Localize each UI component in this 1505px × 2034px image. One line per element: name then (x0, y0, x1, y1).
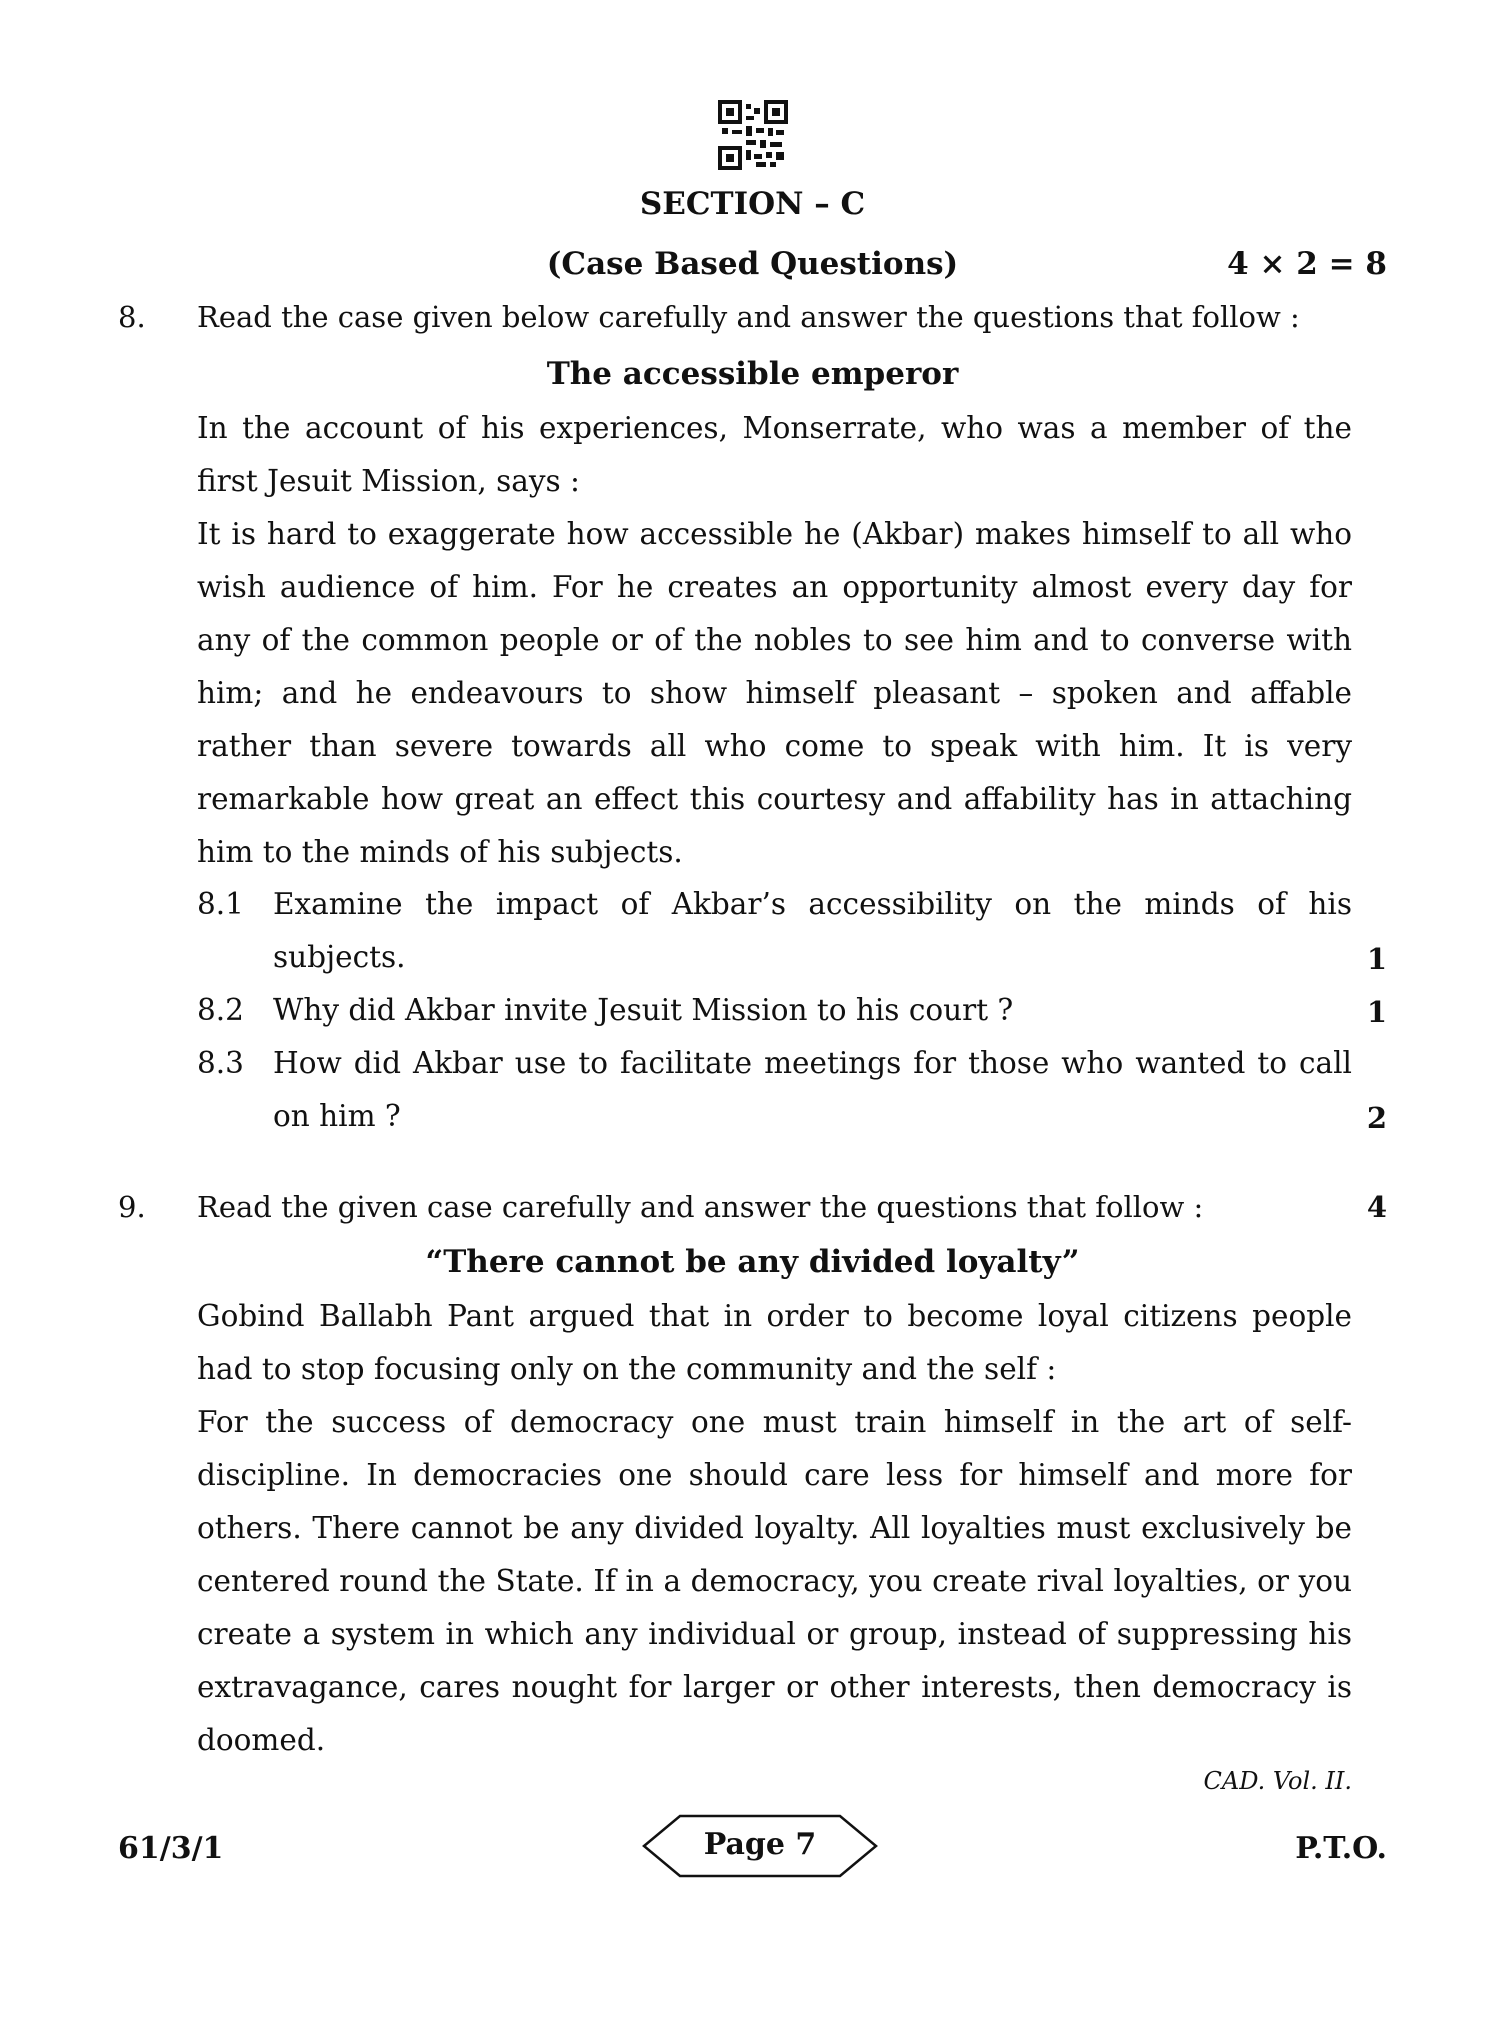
question-8-heading: The accessible emperor (546, 356, 959, 392)
page-number-badge (640, 1812, 880, 1880)
question-9-passage: For the success of democracy one must train himself in the art of self-discipline. In democracies one should care less for himself and more for others. There cannot be any divided loyalty. All loyalties must exclusively be centered round the State. If in a democracy, you create rival loyalties, or you create a system in which any individual or group, instead of suppressing his extravagance, cares nought for larger or other interests, then democracy is doomed. (197, 1405, 1352, 1757)
question-8-number: 8. (118, 300, 146, 334)
paper-code: 61/3/1 (118, 1831, 224, 1866)
question-9-instruction: Read the given case carefully and answer the questions that follow : (197, 1190, 1204, 1224)
subquestion-8-2 (197, 984, 1352, 1037)
question-8-instruction: Read the case given below carefully and answer the questions that follow : (197, 300, 1300, 334)
question-8-intro: In the account of his experiences, Monserrate, who was a member of the first Jesuit Mission, says : (197, 411, 1352, 498)
question-9-number: 9. (118, 1190, 146, 1224)
question-9-marks: 4 (1366, 1190, 1387, 1224)
citation: CAD. Vol. II. (1203, 1767, 1352, 1795)
subquestion-8-3 (197, 1037, 1352, 1143)
subquestion-number: 8.3 (197, 1046, 244, 1080)
section-title: SECTION – C (639, 186, 866, 222)
subquestion-text: Examine the impact of Akbar’s accessibility on the minds of his subjects. (273, 887, 1352, 974)
question-8-passage: It is hard to exaggerate how accessible he (Akbar) makes himself to all who wish audience of him. For he creates an opportunity almost every day for any of the common people or of the nobles to see him and to converse with him; and he endeavours to show himself pleasant – spoken and affable rather than severe towards all who come to speak with him. It is very remarkable how great an effect this courtesy and affability has in attaching him to the minds of his subjects. (197, 517, 1352, 869)
subquestion-number: 8.1 (197, 887, 244, 921)
question-9-heading: “There cannot be any divided loyalty” (425, 1244, 1080, 1280)
subquestion-text: How did Akbar use to facilitate meetings for those who wanted to call on him ? (273, 1046, 1352, 1133)
section-subtitle: (Case Based Questions) (546, 246, 959, 282)
subquestion-number: 8.2 (197, 993, 244, 1027)
subquestion-text: Why did Akbar invite Jesuit Mission to his court ? (273, 993, 1014, 1027)
subquestion-8-1-marks: 1 (1366, 942, 1387, 976)
qr-code-icon (718, 100, 788, 170)
pto-label: P.T.O. (1295, 1831, 1387, 1866)
subquestion-8-1 (197, 878, 1352, 984)
subquestion-8-2-marks: 1 (1366, 995, 1387, 1029)
subquestion-8-3-marks: 2 (1366, 1101, 1387, 1135)
section-marks: 4 × 2 = 8 (1227, 246, 1387, 282)
question-9-intro: Gobind Ballabh Pant argued that in order to become loyal citizens people had to stop focusing only on the community and the self : (197, 1299, 1352, 1386)
page-label: Page 7 (703, 1827, 817, 1862)
